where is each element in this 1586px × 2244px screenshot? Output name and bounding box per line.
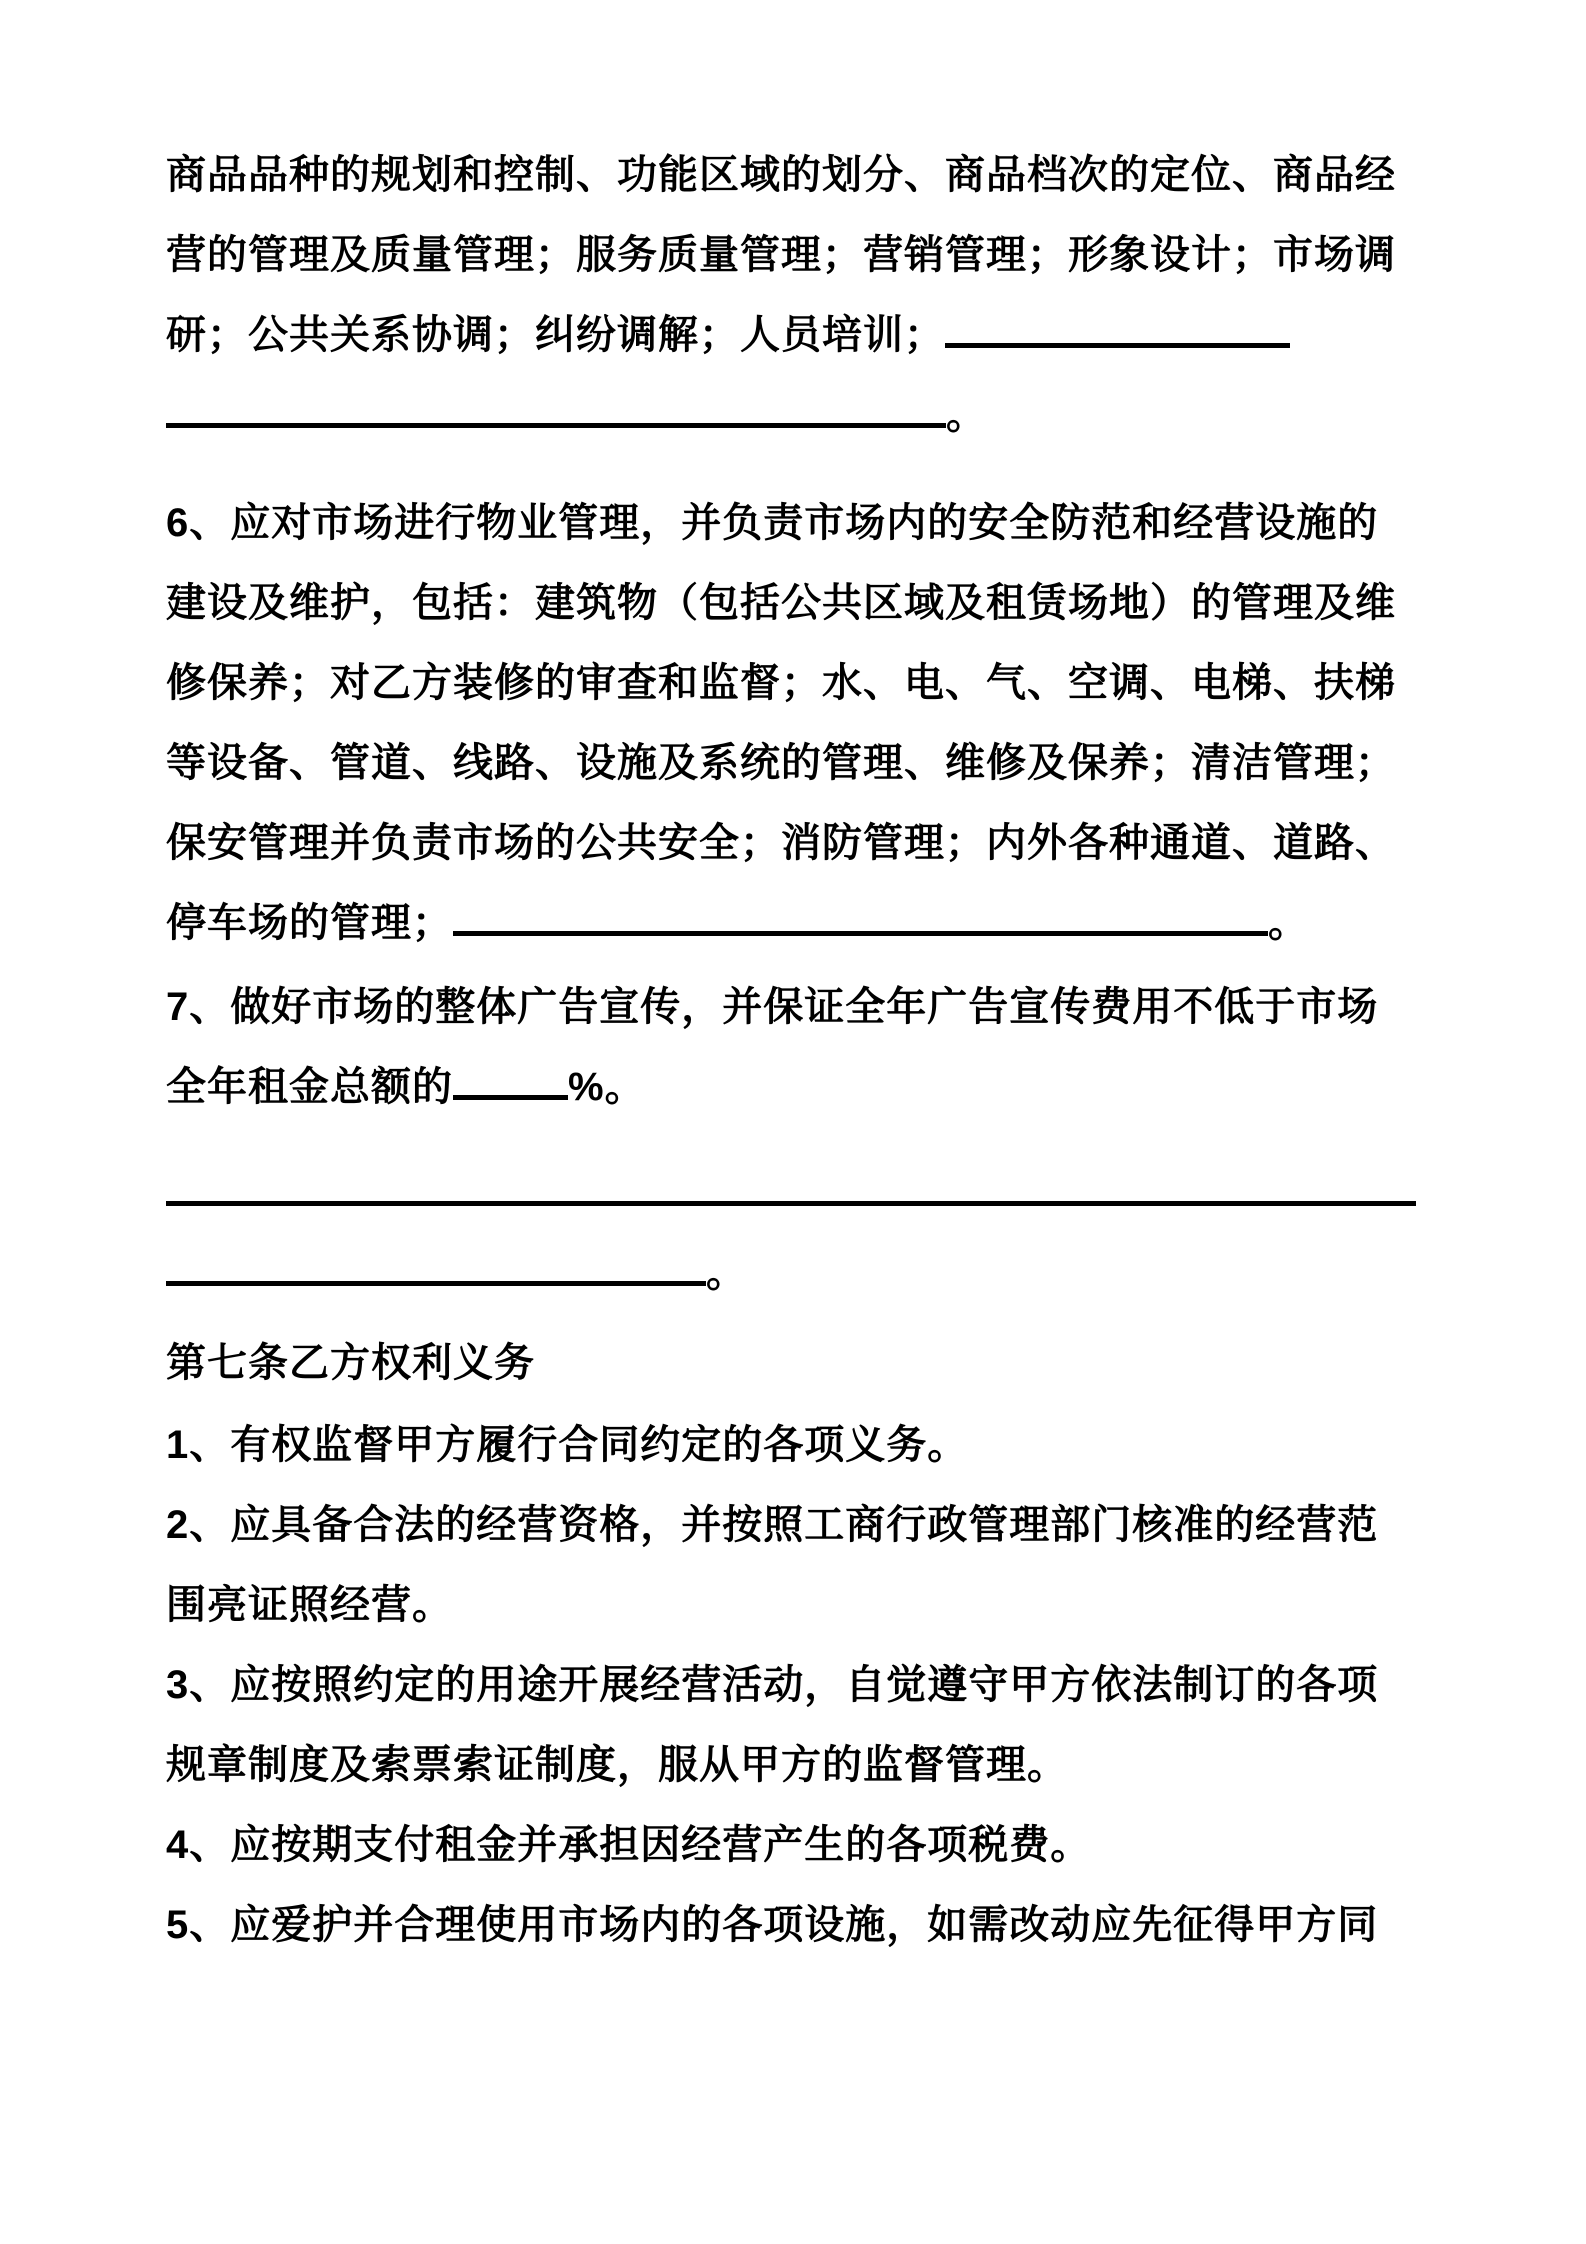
text-run: 第七条乙方权利义务 xyxy=(166,1341,535,1385)
para-services-continuation xyxy=(166,135,1426,455)
fill-in-blank-line xyxy=(453,1065,568,1100)
text-run: 4、应按期支付租金并承担因经营产生的各项税费。 xyxy=(166,1823,1092,1867)
text-line xyxy=(166,1323,1426,1403)
text-run: 营的管理及质量管理；服务质量管理；营销管理；形象设计；市场调 xyxy=(166,233,1396,277)
text-line xyxy=(166,215,1426,295)
text-line xyxy=(166,803,1426,883)
text-run: 3、应按照约定的用途开展经营活动，自觉遵守甲方依法制订的各项 xyxy=(166,1663,1379,1707)
text-run: 2、应具备合法的经营资格，并按照工商行政管理部门核准的经营范 xyxy=(166,1503,1379,1547)
text-line xyxy=(166,295,1426,375)
clause-heading-article-7 xyxy=(166,1323,1426,1403)
text-run: 停车场的管理； xyxy=(166,901,453,945)
fill-in-blank-line xyxy=(166,393,946,428)
fill-in-blank-line xyxy=(166,1251,706,1286)
text-line xyxy=(166,723,1426,803)
text-run: 围亮证照经营。 xyxy=(166,1583,453,1627)
text-line xyxy=(166,1153,1426,1233)
text-line xyxy=(166,375,1426,455)
fill-in-blank-line xyxy=(453,901,1268,936)
text-run: 商品品种的规划和控制、功能区域的划分、商品档次的定位、商品经 xyxy=(166,153,1396,197)
article-7-item-1 xyxy=(166,1405,1426,1485)
text-line xyxy=(166,883,1426,963)
document-body xyxy=(166,135,1426,1965)
text-line xyxy=(166,1645,1426,1725)
text-line xyxy=(166,1805,1426,1885)
text-run: 等设备、管道、线路、设施及系统的管理、维修及保养；清洁管理； xyxy=(166,741,1396,785)
text-run: 1、有权监督甲方履行合同约定的各项义务。 xyxy=(166,1423,969,1467)
text-run: 。 xyxy=(946,393,987,437)
text-line xyxy=(166,1485,1426,1565)
text-line xyxy=(166,1565,1426,1645)
article-7-item-2 xyxy=(166,1485,1426,1645)
text-run: 7、做好市场的整体广告宣传，并保证全年广告宣传费用不低于市场 xyxy=(166,985,1379,1029)
text-line xyxy=(166,1405,1426,1485)
text-line xyxy=(166,1885,1426,1965)
text-line xyxy=(166,1725,1426,1805)
text-run: 保安管理并负责市场的公共安全；消防管理；内外各种通道、道路、 xyxy=(166,821,1396,865)
article-7-item-4 xyxy=(166,1805,1426,1885)
text-line xyxy=(166,563,1426,643)
text-run: 全年租金总额的 xyxy=(166,1065,453,1109)
text-run: 规章制度及索票索证制度，服从甲方的监督管理。 xyxy=(166,1743,1068,1787)
text-line xyxy=(166,967,1426,1047)
fill-in-blank-line xyxy=(166,1171,1416,1206)
clause-7-advertising xyxy=(166,967,1426,1127)
text-run: 研；公共关系协调；纠纷调解；人员培训； xyxy=(166,313,945,357)
article-7-item-5 xyxy=(166,1885,1426,1965)
text-run: 建设及维护，包括：建筑物（包括公共区域及租赁场地）的管理及维 xyxy=(166,581,1396,625)
blank-clause xyxy=(166,1153,1426,1313)
article-7-item-3 xyxy=(166,1645,1426,1805)
text-line xyxy=(166,1233,1426,1313)
text-line xyxy=(166,483,1426,563)
text-run: 5、应爱护并合理使用市场内的各项设施，如需改动应先征得甲方同 xyxy=(166,1903,1379,1947)
text-line xyxy=(166,1047,1426,1127)
text-run: 。 xyxy=(1268,901,1309,945)
text-line xyxy=(166,643,1426,723)
text-run: 。 xyxy=(706,1251,747,1295)
text-run: 修保养；对乙方装修的审查和监督；水、电、气、空调、电梯、扶梯 xyxy=(166,661,1396,705)
fill-in-blank-line xyxy=(945,313,1290,348)
text-run: 6、应对市场进行物业管理，并负责市场内的安全防范和经营设施的 xyxy=(166,501,1379,545)
clause-6-property-management xyxy=(166,483,1426,963)
text-run: %。 xyxy=(568,1065,646,1109)
text-line xyxy=(166,135,1426,215)
